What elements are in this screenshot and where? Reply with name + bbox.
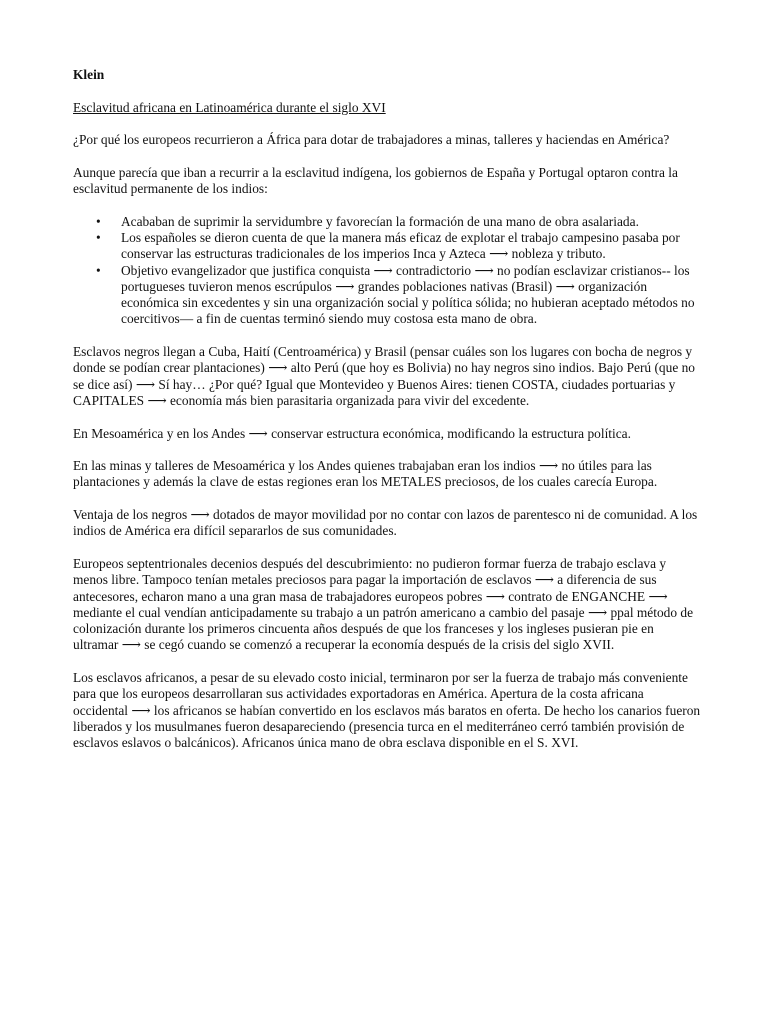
body-paragraph: En Mesoamérica y en los Andes ⟶ conservar estructura económica, modificando la estructura política.: [73, 425, 631, 441]
question-paragraph: ¿Por qué los europeos recurrieron a África para dotar de trabajadores a minas, talleres y haciendas en América?: [73, 132, 670, 148]
body-paragraph: Esclavos negros llegan a Cuba, Haití (Centroamérica) y Brasil (pensar cuáles son los lugares con bocha de negros y donde se podían crear plantaciones) ⟶ alto Perú (que hoy es Bolivia) no hay negros sino indios. Bajo Perú (que no se dice así) ⟶ Sí hay… ¿Por qué? Igual que Montevideo y Buenos Aires: tienen COSTA, ciudades portuarias y CAPITALES ⟶ economía más bien parasitaria organizada para vivir del excedente.: [73, 344, 696, 408]
document-page: [73, 67, 701, 768]
document-heading: Klein: [73, 67, 105, 82]
body-paragraph: Ventaja de los negros ⟶ dotados de mayor movilidad por no contar con lazos de parentesco ni de comunidad. A los indios de América era difícil separarlos de sus comunidades.: [73, 507, 698, 539]
bullet-list: [73, 214, 701, 328]
document-subtitle: Esclavitud africana en Latinoamérica durante el siglo XVI: [73, 99, 386, 115]
body-paragraph: Los esclavos africanos, a pesar de su elevado costo inicial, terminaron por ser la fuerza de trabajo más conveniente para que los europeos desarrollaran sus actividades exportadoras en América. Apertura de la costa africana occidental ⟶ los africanos se habían convertido en los esclavos más baratos en oferta. De hecho los canarios fueron liberados y los musulmanes fueron desapareciendo (presencia turca en el mediterráneo cerró también provisión de esclavos eslavos o balcánicos). Africanos única mano de obra esclava disponible en el S. XVI.: [73, 669, 701, 751]
bullet-item: • Objetivo evangelizador que justifica conquista ⟶ contradictorio ⟶ no podían esclavizar cristianos-- los portugueses tuvieron menos escrúpulos ⟶ grandes poblaciones nativas (Brasil) ⟶ organización económica sin excedentes y sin una organización social y política sólida; no hubieran aceptado métodos no coercitivos— a fin de cuentas terminó siendo muy costosa esta mano de obra.: [121, 263, 701, 328]
body-paragraph: Europeos septentrionales decenios después del descubrimiento: no pudieron formar fuerza de trabajo esclava y menos libre. Tampoco tenían metales preciosos para pagar la importación de esclavos ⟶ a diferencia de sus antecesores, echaron mano a una gran masa de trabajadores europeos pobres ⟶ contrato de ENGANCHE ⟶ mediante el cual vendían anticipadamente su trabajo a un patrón americano a cambio del pasaje ⟶ ppal método de colonización durante los primeros cincuenta años después de que los franceses y los ingleses pusieran pie en ultramar ⟶ se cegó cuando se comenzó a recuperar la economía después de la crisis del siglo XVII.: [73, 555, 694, 653]
bullet-item: • Acababan de suprimir la servidumbre y favorecían la formación de una mano de obra asalariada.: [121, 214, 701, 230]
bullet-item: • Los españoles se dieron cuenta de que la manera más eficaz de explotar el trabajo campesino pasaba por conservar las estructuras tradicionales de los imperios Inca y Azteca ⟶ nobleza y tributo.: [121, 230, 701, 263]
body-paragraph: En las minas y talleres de Mesoamérica y los Andes quienes trabajaban eran los indios ⟶ no útiles para las plantaciones y además la clave de estas regiones eran los METALES preciosos, de los cuales carecía Europa.: [73, 458, 658, 490]
intro-paragraph: Aunque parecía que iban a recurrir a la esclavitud indígena, los gobiernos de España y Portugal optaron contra la esclavitud permanente de los indios:: [73, 164, 678, 197]
